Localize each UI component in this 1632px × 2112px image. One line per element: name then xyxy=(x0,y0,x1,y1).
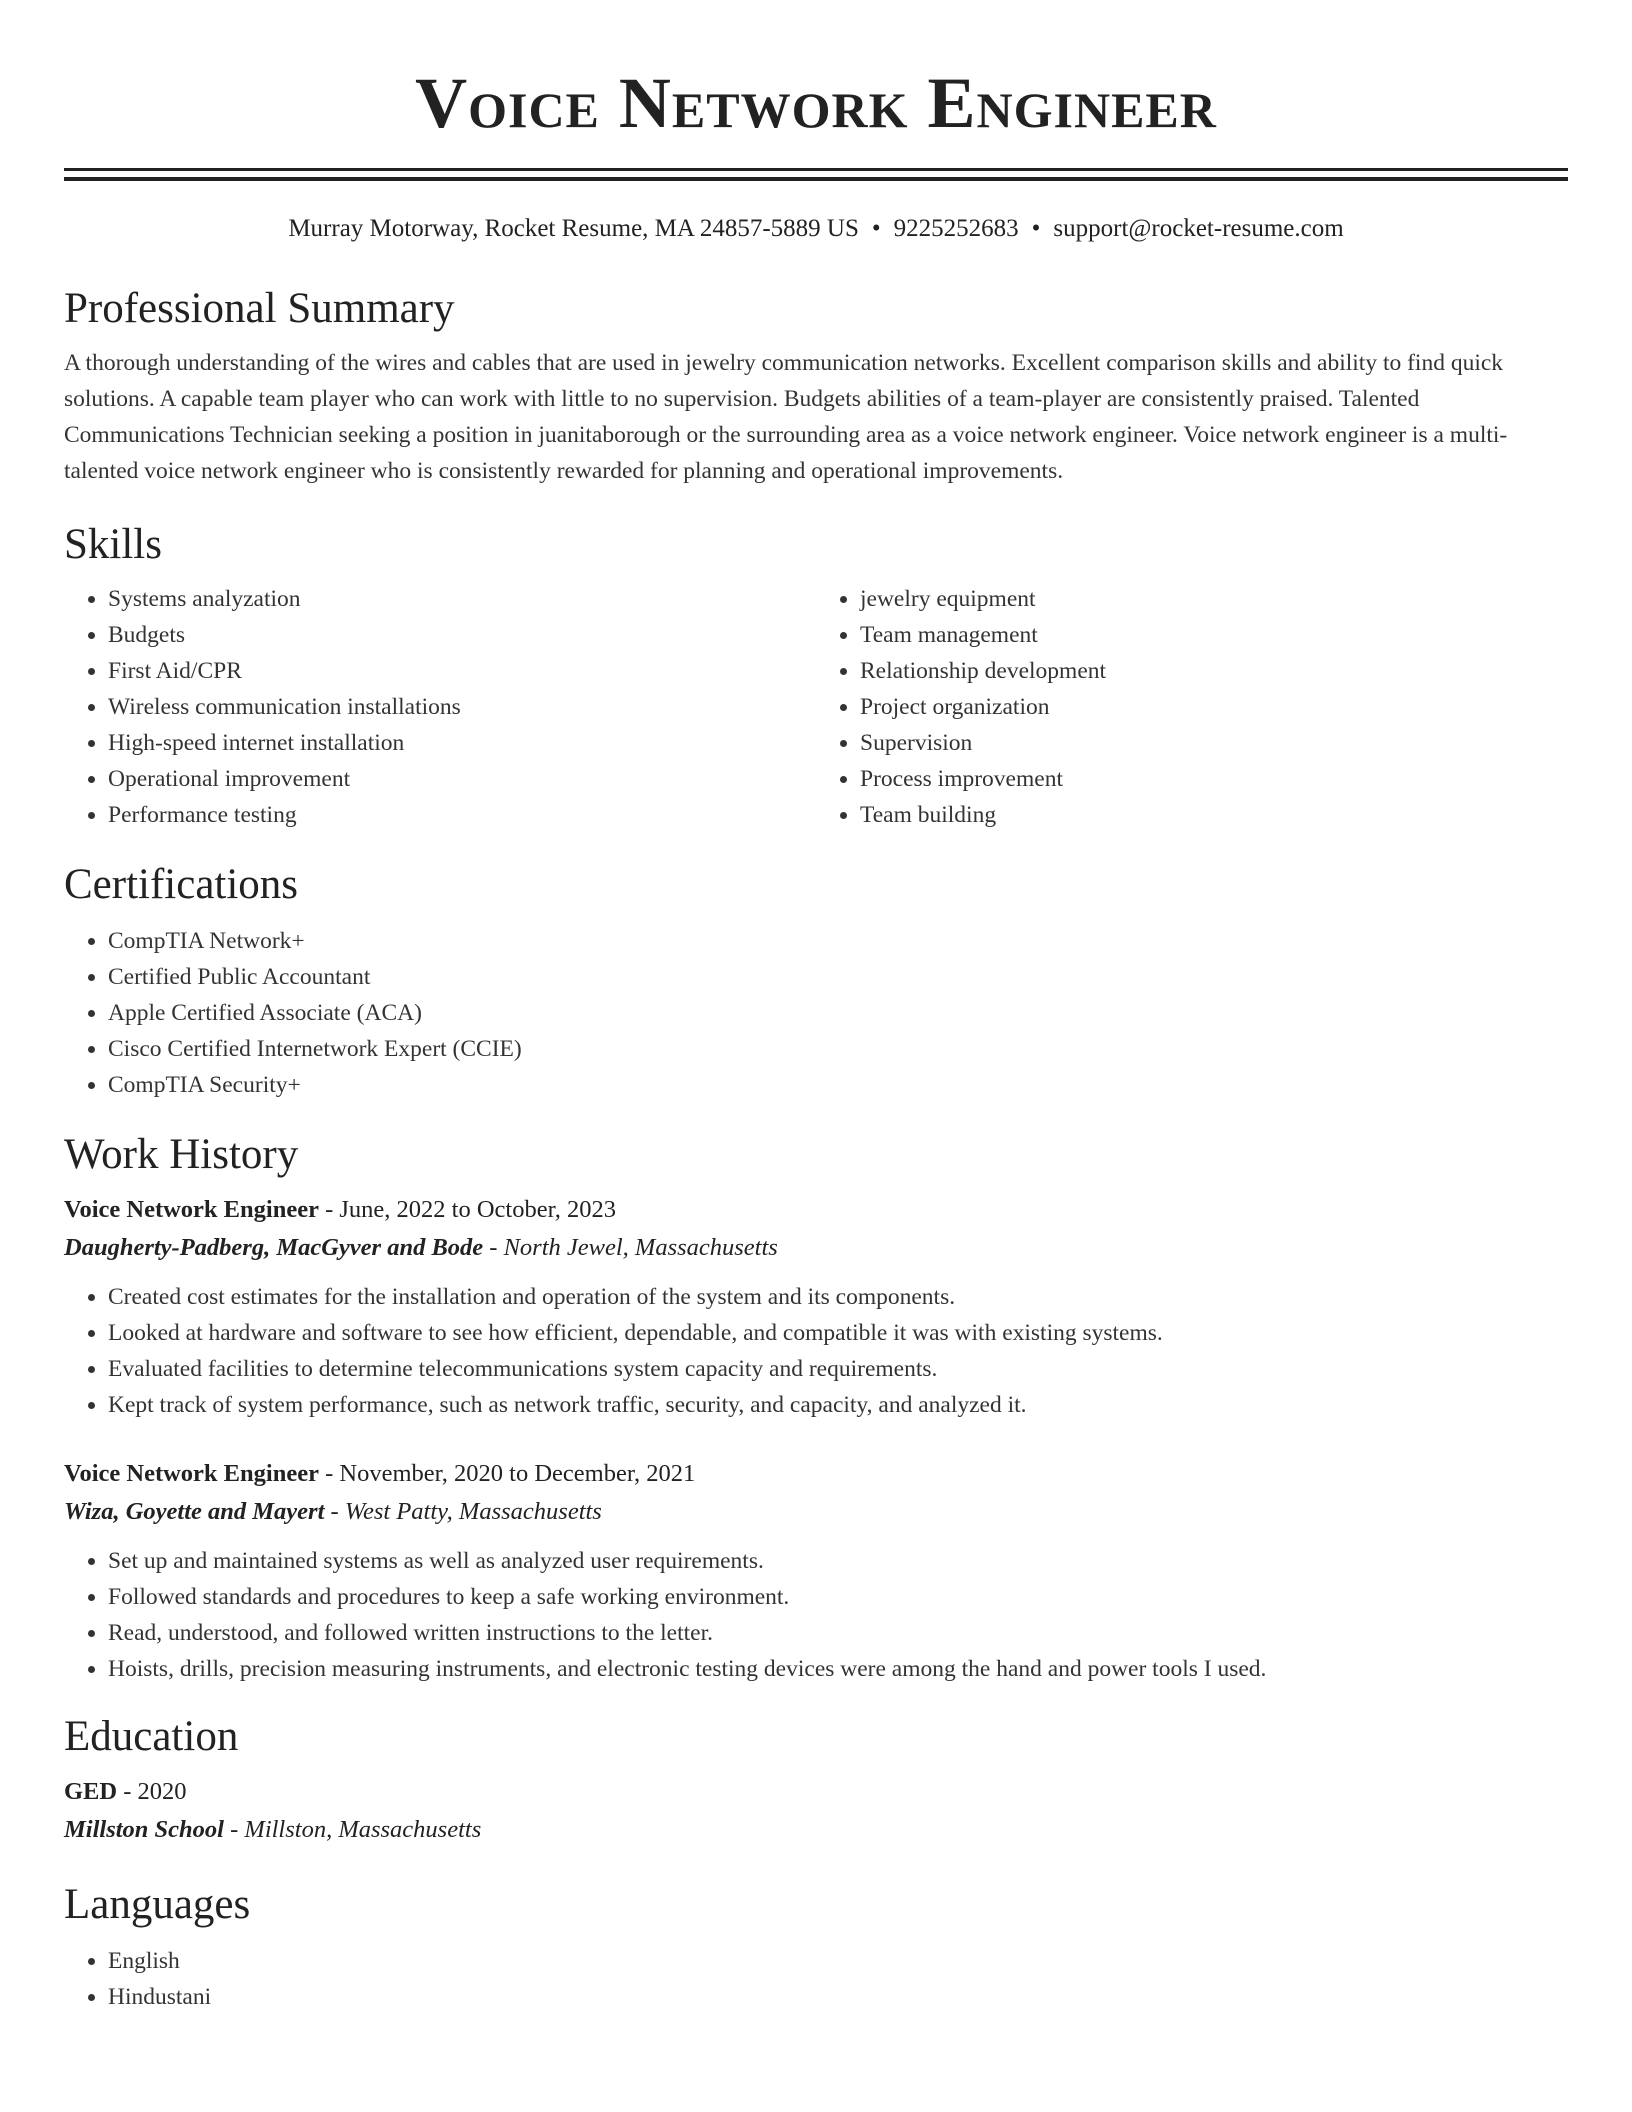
header-divider-top xyxy=(64,168,1568,171)
resume-name-heading: Voice Network Engineer xyxy=(415,63,1217,143)
job-bullet: • Kept track of system performance, such as network traffic, security, and capacity, and analyzed it. xyxy=(108,1387,1568,1423)
resume-page xyxy=(64,0,1568,2015)
job-bullets xyxy=(64,1279,1568,1423)
certification-item: • CompTIA Network+ xyxy=(108,923,1568,959)
languages-heading: Languages xyxy=(64,1881,251,1928)
job-bullet: • Evaluated facilities to determine telecommunications system capacity and requirements. xyxy=(108,1351,1568,1387)
language-item: • English xyxy=(108,1943,1568,1979)
education-location: Millston, Massachusetts xyxy=(244,1816,482,1843)
education-degree: GED xyxy=(64,1778,118,1805)
work-history-heading: Work History xyxy=(64,1131,299,1178)
skill-item: • Project organization xyxy=(860,689,1568,725)
contact-line xyxy=(64,213,1568,245)
job-bullets xyxy=(64,1543,1568,1687)
certification-item: • Cisco Certified Internetwork Expert (CCIE) xyxy=(108,1031,1568,1067)
job-bullet: • Set up and maintained systems as well as analyzed user requirements. xyxy=(108,1543,1568,1579)
contact-phone: 9225252683 xyxy=(893,215,1019,242)
header-divider-bottom xyxy=(64,177,1568,181)
skill-item: • First Aid/CPR xyxy=(108,653,816,689)
dash-separator: - xyxy=(318,1196,340,1223)
job-entry xyxy=(64,1191,1568,1423)
job-entry xyxy=(64,1455,1568,1687)
summary-heading: Professional Summary xyxy=(64,285,455,332)
job-title-line xyxy=(64,1191,1568,1229)
certification-item: • Certified Public Accountant xyxy=(108,959,1568,995)
skill-item: • Process improvement xyxy=(860,761,1568,797)
skill-item: • Team building xyxy=(860,797,1568,833)
skills-heading: Skills xyxy=(64,521,162,568)
education-degree-line xyxy=(64,1773,1568,1811)
job-title-line xyxy=(64,1455,1568,1493)
job-company: Wiza, Goyette and Mayert xyxy=(64,1498,325,1525)
dash-separator: - xyxy=(223,1816,245,1843)
skill-item: • jewelry equipment xyxy=(860,581,1568,617)
skills-list-right xyxy=(816,581,1568,833)
skill-item: • Performance testing xyxy=(108,797,816,833)
job-company: Daugherty-Padberg, MacGyver and Bode xyxy=(64,1234,484,1261)
job-bullet: • Read, understood, and followed written instructions to the letter. xyxy=(108,1615,1568,1651)
job-bullet: • Looked at hardware and software to see how efficient, dependable, and compatible it was with existing systems. xyxy=(108,1315,1568,1351)
skill-item: • Operational improvement xyxy=(108,761,816,797)
skill-item: • Systems analyzation xyxy=(108,581,816,617)
skill-item: • Budgets xyxy=(108,617,816,653)
skill-item: • Supervision xyxy=(860,725,1568,761)
job-dates: June, 2022 to October, 2023 xyxy=(339,1196,617,1223)
dash-separator: - xyxy=(324,1498,345,1525)
dash-separator: - xyxy=(483,1234,504,1261)
contact-separator: • xyxy=(871,215,881,242)
contact-email: support@rocket-resume.com xyxy=(1053,215,1344,242)
certifications-heading: Certifications xyxy=(64,861,299,908)
certifications-list xyxy=(64,923,1568,1103)
skill-item: • Team management xyxy=(860,617,1568,653)
language-item: • Hindustani xyxy=(108,1979,1568,2015)
job-dates: November, 2020 to December, 2021 xyxy=(339,1460,696,1487)
summary-text: A thorough understanding of the wires and cables that are used in jewelry communication networks. Excellent comparison skills and ability to find quick solutions. A capable team player who can work with little to no supervision. Budgets abilities of a team-player are consistently praised. Talented Communications Technician seeking a position in juanitaborough or the surrounding area as a voice network engineer. Voice network engineer is a multi-talented voice network engineer who is consistently rewarded for planning and operational improvements. xyxy=(64,350,1508,484)
contact-address: Murray Motorway, Rocket Resume, MA 24857-5889 US xyxy=(288,215,859,242)
dash-separator: - xyxy=(117,1778,138,1805)
languages-list xyxy=(64,1943,1568,2015)
skills-list-left xyxy=(64,581,816,833)
job-bullet: • Created cost estimates for the installation and operation of the system and its components. xyxy=(108,1279,1568,1315)
job-location: West Patty, Massachusetts xyxy=(344,1498,602,1525)
education-heading: Education xyxy=(64,1713,239,1760)
job-company-line xyxy=(64,1229,1568,1267)
skills-columns xyxy=(64,581,1568,833)
job-company-line xyxy=(64,1493,1568,1531)
skill-item: • Relationship development xyxy=(860,653,1568,689)
dash-separator: - xyxy=(318,1460,340,1487)
skill-item: • High-speed internet installation xyxy=(108,725,816,761)
education-year: 2020 xyxy=(137,1778,187,1805)
certification-item: • Apple Certified Associate (ACA) xyxy=(108,995,1568,1031)
job-title: Voice Network Engineer xyxy=(64,1196,319,1223)
job-location: North Jewel, Massachusetts xyxy=(503,1234,778,1261)
job-title: Voice Network Engineer xyxy=(64,1460,319,1487)
certification-item: • CompTIA Security+ xyxy=(108,1067,1568,1103)
contact-separator: • xyxy=(1031,215,1041,242)
job-bullet: • Followed standards and procedures to keep a safe working environment. xyxy=(108,1579,1568,1615)
job-bullet: • Hoists, drills, precision measuring instruments, and electronic testing devices were among the hand and power tools I used. xyxy=(108,1651,1568,1687)
education-school-line xyxy=(64,1811,1568,1849)
education-school: Millston School xyxy=(64,1816,224,1843)
skill-item: • Wireless communication installations xyxy=(108,689,816,725)
